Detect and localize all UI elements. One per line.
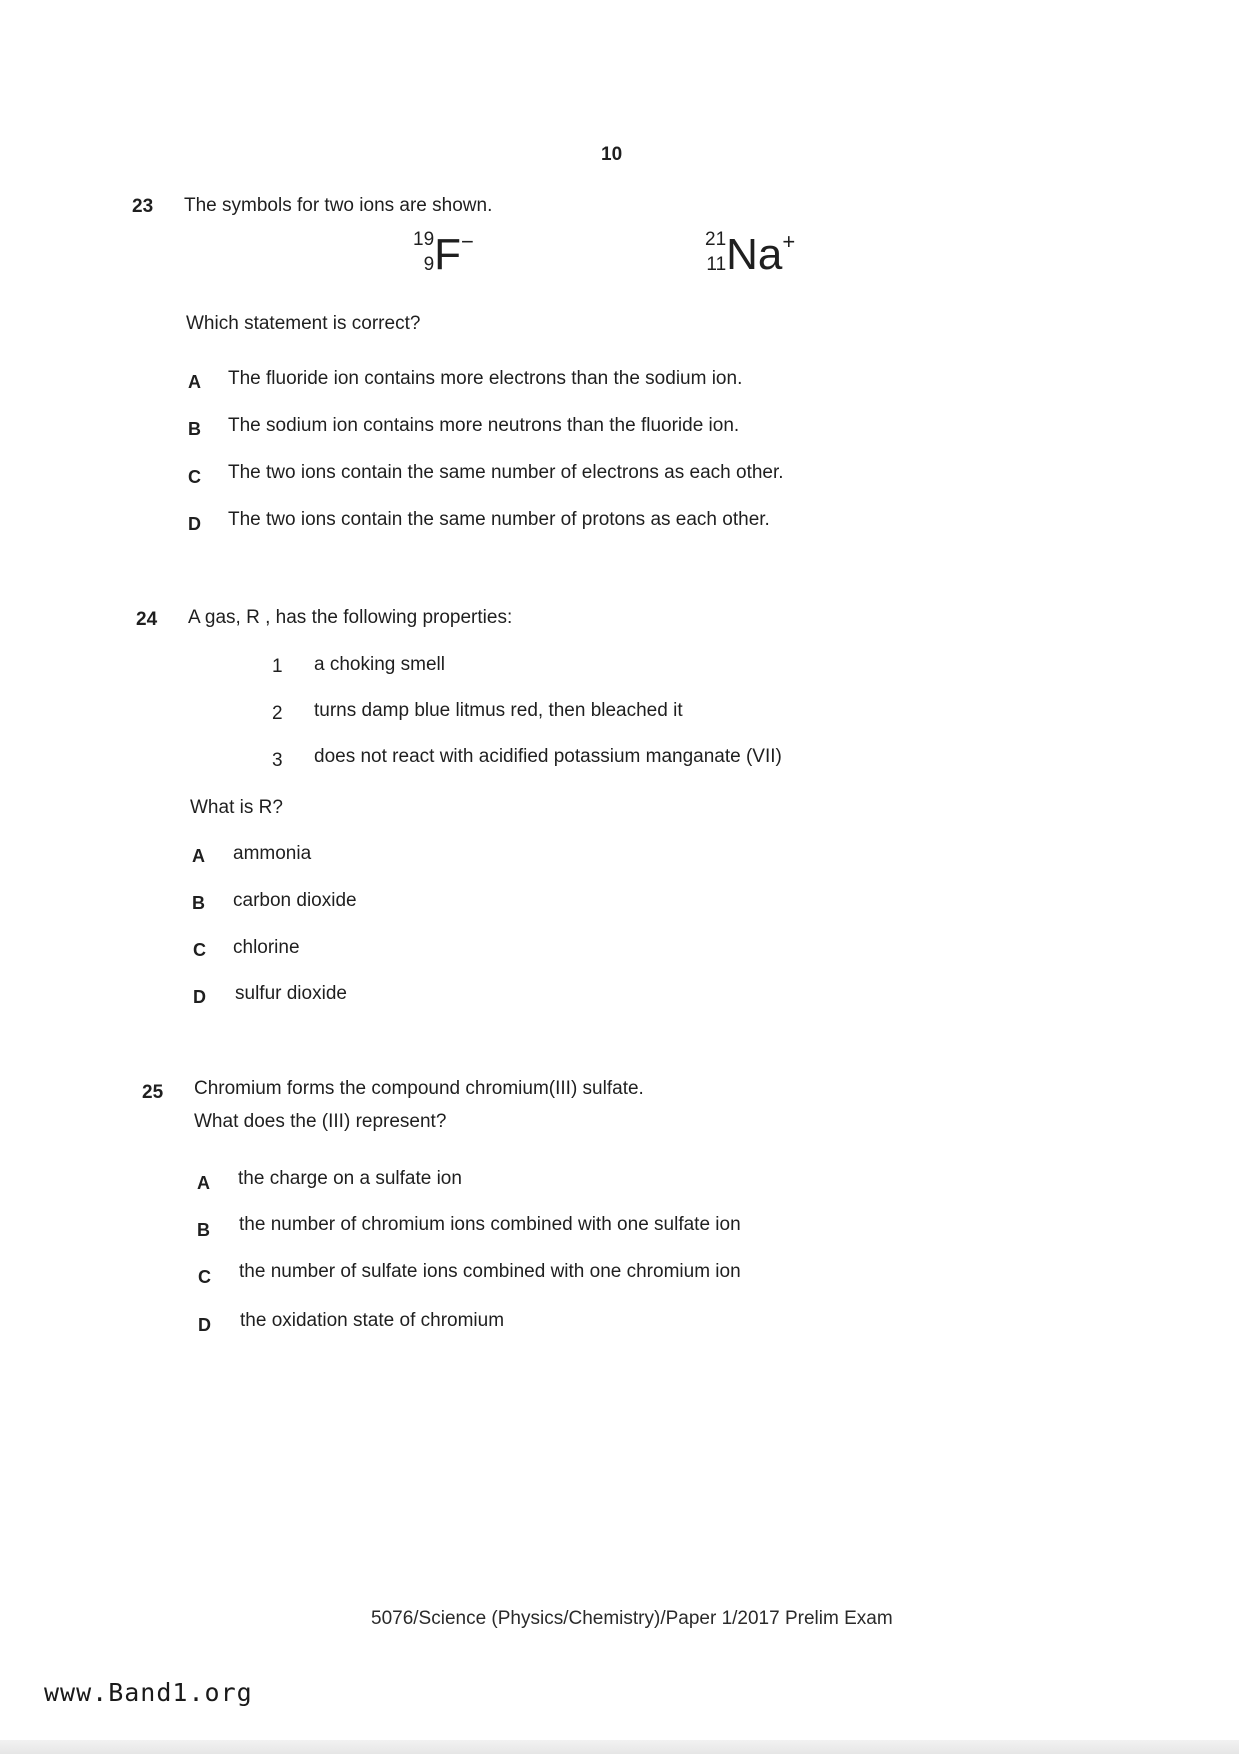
- option-text: The sodium ion contains more neutrons than the fluoride ion.: [228, 415, 740, 436]
- ion-charge: +: [782, 229, 796, 254]
- option-text: the number of sulfate ions combined with one chromium ion: [239, 1261, 741, 1282]
- question-stem: What does the (III) represent?: [194, 1111, 447, 1132]
- option-text: The two ions contain the same number of electrons as each other.: [228, 462, 784, 483]
- option-letter: B: [192, 893, 205, 913]
- watermark: www.Band1.org: [44, 1678, 253, 1707]
- property-number: 2: [272, 703, 283, 724]
- element-symbol: Na: [726, 230, 783, 279]
- option-text: The fluoride ion contains more electrons than the sodium ion.: [228, 368, 743, 389]
- property-text: turns damp blue litmus red, then bleached it: [314, 700, 683, 721]
- page-number: 10: [601, 144, 623, 165]
- option-letter: D: [193, 987, 206, 1007]
- option-letter: C: [198, 1267, 211, 1287]
- option-text: the oxidation state of chromium: [240, 1310, 505, 1331]
- scan-edge: [0, 1740, 1239, 1754]
- option-letter: C: [188, 467, 201, 487]
- option-letter: A: [197, 1173, 210, 1193]
- option-letter: D: [188, 514, 201, 534]
- mass-number: 19: [413, 229, 435, 250]
- question-stem: What is R?: [190, 797, 283, 818]
- option-letter: A: [192, 846, 205, 866]
- mass-number: 21: [705, 229, 727, 250]
- option-text: ammonia: [233, 843, 312, 864]
- option-letter: B: [188, 419, 201, 439]
- option-letter: D: [198, 1315, 211, 1335]
- question-stem: Which statement is correct?: [186, 313, 421, 334]
- question-prompt: A gas, R , has the following properties:: [188, 607, 513, 628]
- option-text: The two ions contain the same number of protons as each other.: [228, 509, 770, 530]
- option-text: carbon dioxide: [233, 890, 357, 911]
- question-number: 24: [136, 609, 158, 630]
- option-letter: B: [197, 1220, 210, 1240]
- property-text: does not react with acidified potassium manganate (VII): [314, 746, 782, 767]
- element-symbol: F: [434, 230, 462, 279]
- question-prompt: The symbols for two ions are shown.: [184, 195, 493, 216]
- option-text: chlorine: [233, 937, 300, 958]
- fluoride-ion-symbol: [413, 229, 474, 277]
- option-text: the number of chromium ions combined with one sulfate ion: [239, 1214, 741, 1235]
- option-text: sulfur dioxide: [235, 983, 347, 1004]
- sodium-ion-symbol: [705, 229, 795, 277]
- ion-charge: −: [461, 229, 474, 254]
- question-number: 23: [132, 196, 154, 217]
- page-footer: 5076/Science (Physics/Chemistry)/Paper 1/2017 Prelim Exam: [371, 1608, 893, 1629]
- property-number: 1: [272, 656, 283, 677]
- option-text: the charge on a sulfate ion: [238, 1168, 462, 1189]
- atomic-number: 11: [706, 254, 727, 275]
- option-letter: C: [193, 940, 206, 960]
- question-number: 25: [142, 1082, 164, 1103]
- property-number: 3: [272, 750, 283, 771]
- property-text: a choking smell: [314, 654, 445, 675]
- atomic-number: 9: [423, 254, 435, 275]
- option-letter: A: [188, 372, 201, 392]
- question-prompt: Chromium forms the compound chromium(III) sulfate.: [194, 1078, 644, 1099]
